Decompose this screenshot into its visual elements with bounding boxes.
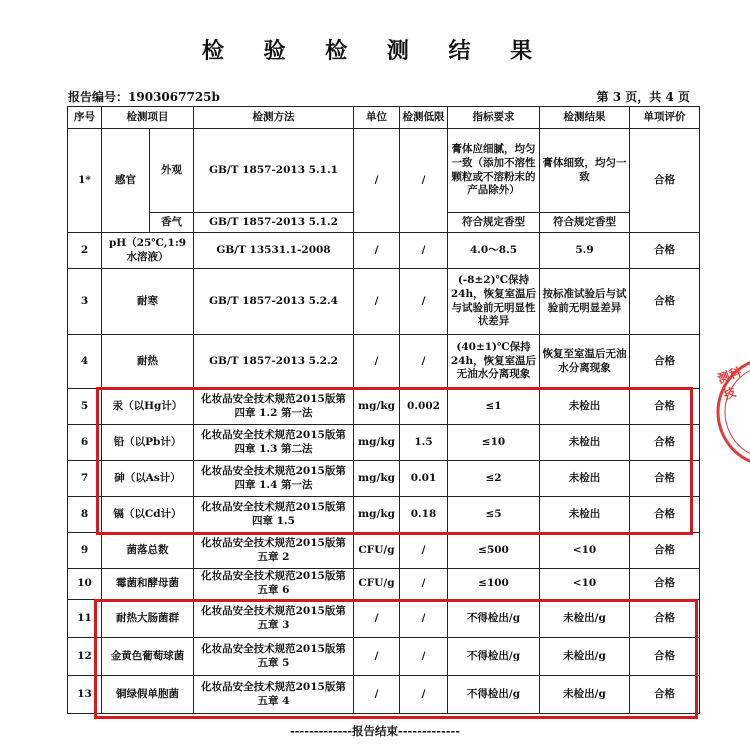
detection-limit: /: [400, 269, 448, 335]
test-item: 汞（以Hg计）: [102, 389, 194, 425]
evaluation: 合格: [630, 600, 700, 638]
detection-limit: 1.5: [400, 425, 448, 461]
header-cell: 指标要求: [448, 107, 540, 129]
detection-limit: /: [400, 129, 448, 233]
test-item: 耐热: [102, 335, 194, 389]
requirement: ≤5: [448, 497, 540, 533]
test-result: 未检出/g: [540, 600, 630, 638]
row-number: 5: [68, 389, 102, 425]
detection-limit: 0.01: [400, 461, 448, 497]
requirement: 膏体应细腻，均匀一致（添加不溶性颗粒或不溶粉末的产品除外）: [448, 129, 540, 213]
test-method: 化妆品安全技术规范2015版第五章 5: [194, 638, 354, 676]
unit: /: [354, 676, 400, 714]
test-method: 化妆品安全技术规范2015版第五章 3: [194, 600, 354, 638]
evaluation: 合格: [630, 676, 700, 714]
row-number: 4: [68, 335, 102, 389]
test-item: pH（25℃,1:9水溶液）: [102, 233, 194, 269]
evaluation: 合格: [630, 569, 700, 600]
table-row: [68, 533, 700, 569]
test-item: 耐寒: [102, 269, 194, 335]
test-method: GB/T 13531.1-2008: [194, 233, 354, 269]
test-method: GB/T 1857-2013 5.2.4: [194, 269, 354, 335]
row-number: 3: [68, 269, 102, 335]
table-header-row: [68, 107, 700, 129]
test-result: 未检出/g: [540, 676, 630, 714]
header-cell: 检测结果: [540, 107, 630, 129]
requirement: 不得检出/g: [448, 638, 540, 676]
test-subitem: 香气: [150, 213, 194, 233]
test-method: GB/T 1857-2013 5.1.1: [194, 129, 354, 213]
requirement: ≤2: [448, 461, 540, 497]
test-result: 未检出/g: [540, 638, 630, 676]
report-number-label: 报告编号：: [68, 90, 129, 104]
test-item: 霉菌和酵母菌: [102, 569, 194, 600]
row-number: 11: [68, 600, 102, 638]
unit: mg/kg: [354, 497, 400, 533]
test-method: 化妆品安全技术规范2015版第五章 6: [194, 569, 354, 600]
evaluation: 合格: [630, 389, 700, 425]
requirement: ≤10: [448, 425, 540, 461]
test-method: 化妆品安全技术规范2015版第四章 1.2 第一法: [194, 389, 354, 425]
evaluation: 合格: [630, 497, 700, 533]
unit: /: [354, 600, 400, 638]
seal-text: 测科技: [715, 364, 744, 403]
test-result: 未检出: [540, 425, 630, 461]
test-result: 恢复至室温后无油水分离现象: [540, 335, 630, 389]
evaluation: 合格: [630, 335, 700, 389]
table-row: [68, 569, 700, 600]
header-cell: 检测方法: [194, 107, 354, 129]
table-row: [68, 233, 700, 269]
row-number: 10: [68, 569, 102, 600]
test-item: 铜绿假单胞菌: [102, 676, 194, 714]
detection-limit: /: [400, 676, 448, 714]
requirement: (-8±2)℃保持24h，恢复室温后与试验前无明显性状差异: [448, 269, 540, 335]
test-item: 砷（以As计）: [102, 461, 194, 497]
unit: CFU/g: [354, 569, 400, 600]
requirement: (40±1)℃保持24h，恢复室温后无油水分离现象: [448, 335, 540, 389]
test-result: 符合规定香型: [540, 213, 630, 233]
unit: /: [354, 269, 400, 335]
requirement: ≤100: [448, 569, 540, 600]
unit: /: [354, 129, 400, 233]
test-item: 菌落总数: [102, 533, 194, 569]
unit: mg/kg: [354, 425, 400, 461]
report-number: [68, 88, 220, 105]
row-number: 13: [68, 676, 102, 714]
detection-limit: /: [400, 638, 448, 676]
test-result: <10: [540, 569, 630, 600]
test-item: 镉（以Cd计）: [102, 497, 194, 533]
unit: CFU/g: [354, 533, 400, 569]
highlight-box-heavy-metals: [96, 387, 693, 535]
detection-limit: /: [400, 600, 448, 638]
detection-limit: 0.18: [400, 497, 448, 533]
test-item: 耐热大肠菌群: [102, 600, 194, 638]
test-result: <10: [540, 533, 630, 569]
test-subitem: 外观: [150, 129, 194, 213]
page-title: 检 验 检 测 结 果: [201, 38, 549, 64]
table-row: [68, 335, 700, 389]
test-method: 化妆品安全技术规范2015版第四章 1.5: [194, 497, 354, 533]
test-method: GB/T 1857-2013 5.2.2: [194, 335, 354, 389]
highlight-box-pathogens: [94, 599, 698, 719]
test-result: 膏体细致，均匀一致: [540, 129, 630, 213]
test-result: 未检出: [540, 497, 630, 533]
requirement: ≤1: [448, 389, 540, 425]
row-number: 7: [68, 461, 102, 497]
test-method: 化妆品安全技术规范2015版第四章 1.4 第一法: [194, 461, 354, 497]
unit: mg/kg: [354, 389, 400, 425]
page-info: 第 3 页，共 4 页: [596, 90, 690, 104]
header-cell: 序号: [68, 107, 102, 129]
test-result: 未检出: [540, 461, 630, 497]
detection-limit: /: [400, 569, 448, 600]
detection-limit: /: [400, 335, 448, 389]
test-result: 5.9: [540, 233, 630, 269]
detection-limit: /: [400, 533, 448, 569]
test-item: 铅（以Pb计）: [102, 425, 194, 461]
header-cell: 检测项目: [102, 107, 194, 129]
table-row: [68, 269, 700, 335]
evaluation: 合格: [630, 425, 700, 461]
test-item: 感官: [102, 129, 150, 233]
requirement: 4.0～8.5: [448, 233, 540, 269]
requirement: 符合规定香型: [448, 213, 540, 233]
unit: /: [354, 233, 400, 269]
test-method: 化妆品安全技术规范2015版第四章 1.3 第二法: [194, 425, 354, 461]
row-number: 8: [68, 497, 102, 533]
report-number-value: 1903067725b: [128, 90, 220, 104]
header-cell: 单项评价: [630, 107, 700, 129]
header-cell: 单位: [354, 107, 400, 129]
evaluation: 合格: [630, 461, 700, 497]
test-item: 金黄色葡萄球菌: [102, 638, 194, 676]
test-method: GB/T 1857-2013 5.1.2: [194, 213, 354, 233]
evaluation: 合格: [630, 233, 700, 269]
detection-limit: /: [400, 233, 448, 269]
header-cell: 检测低限: [400, 107, 448, 129]
requirement: 不得检出/g: [448, 600, 540, 638]
test-method: 化妆品安全技术规范2015版第五章 4: [194, 676, 354, 714]
evaluation: 合格: [630, 533, 700, 569]
unit: /: [354, 638, 400, 676]
evaluation: 合格: [630, 269, 700, 335]
evaluation: 合格: [630, 638, 700, 676]
row-number: 6: [68, 425, 102, 461]
test-result: 未检出: [540, 389, 630, 425]
requirement: ≤500: [448, 533, 540, 569]
test-result: 按标准试验后与试验前无明显差异: [540, 269, 630, 335]
row-number: 9: [68, 533, 102, 569]
unit: mg/kg: [354, 461, 400, 497]
unit: /: [354, 335, 400, 389]
requirement: 不得检出/g: [448, 676, 540, 714]
test-method: 化妆品安全技术规范2015版第五章 2: [194, 533, 354, 569]
row-number: 2: [68, 233, 102, 269]
detection-limit: 0.002: [400, 389, 448, 425]
report-end-footer: -------------报告结束-------------: [289, 724, 461, 738]
row-number: 1*: [68, 129, 102, 233]
evaluation: 合格: [630, 129, 700, 233]
table-row: [68, 129, 700, 213]
row-number: 12: [68, 638, 102, 676]
